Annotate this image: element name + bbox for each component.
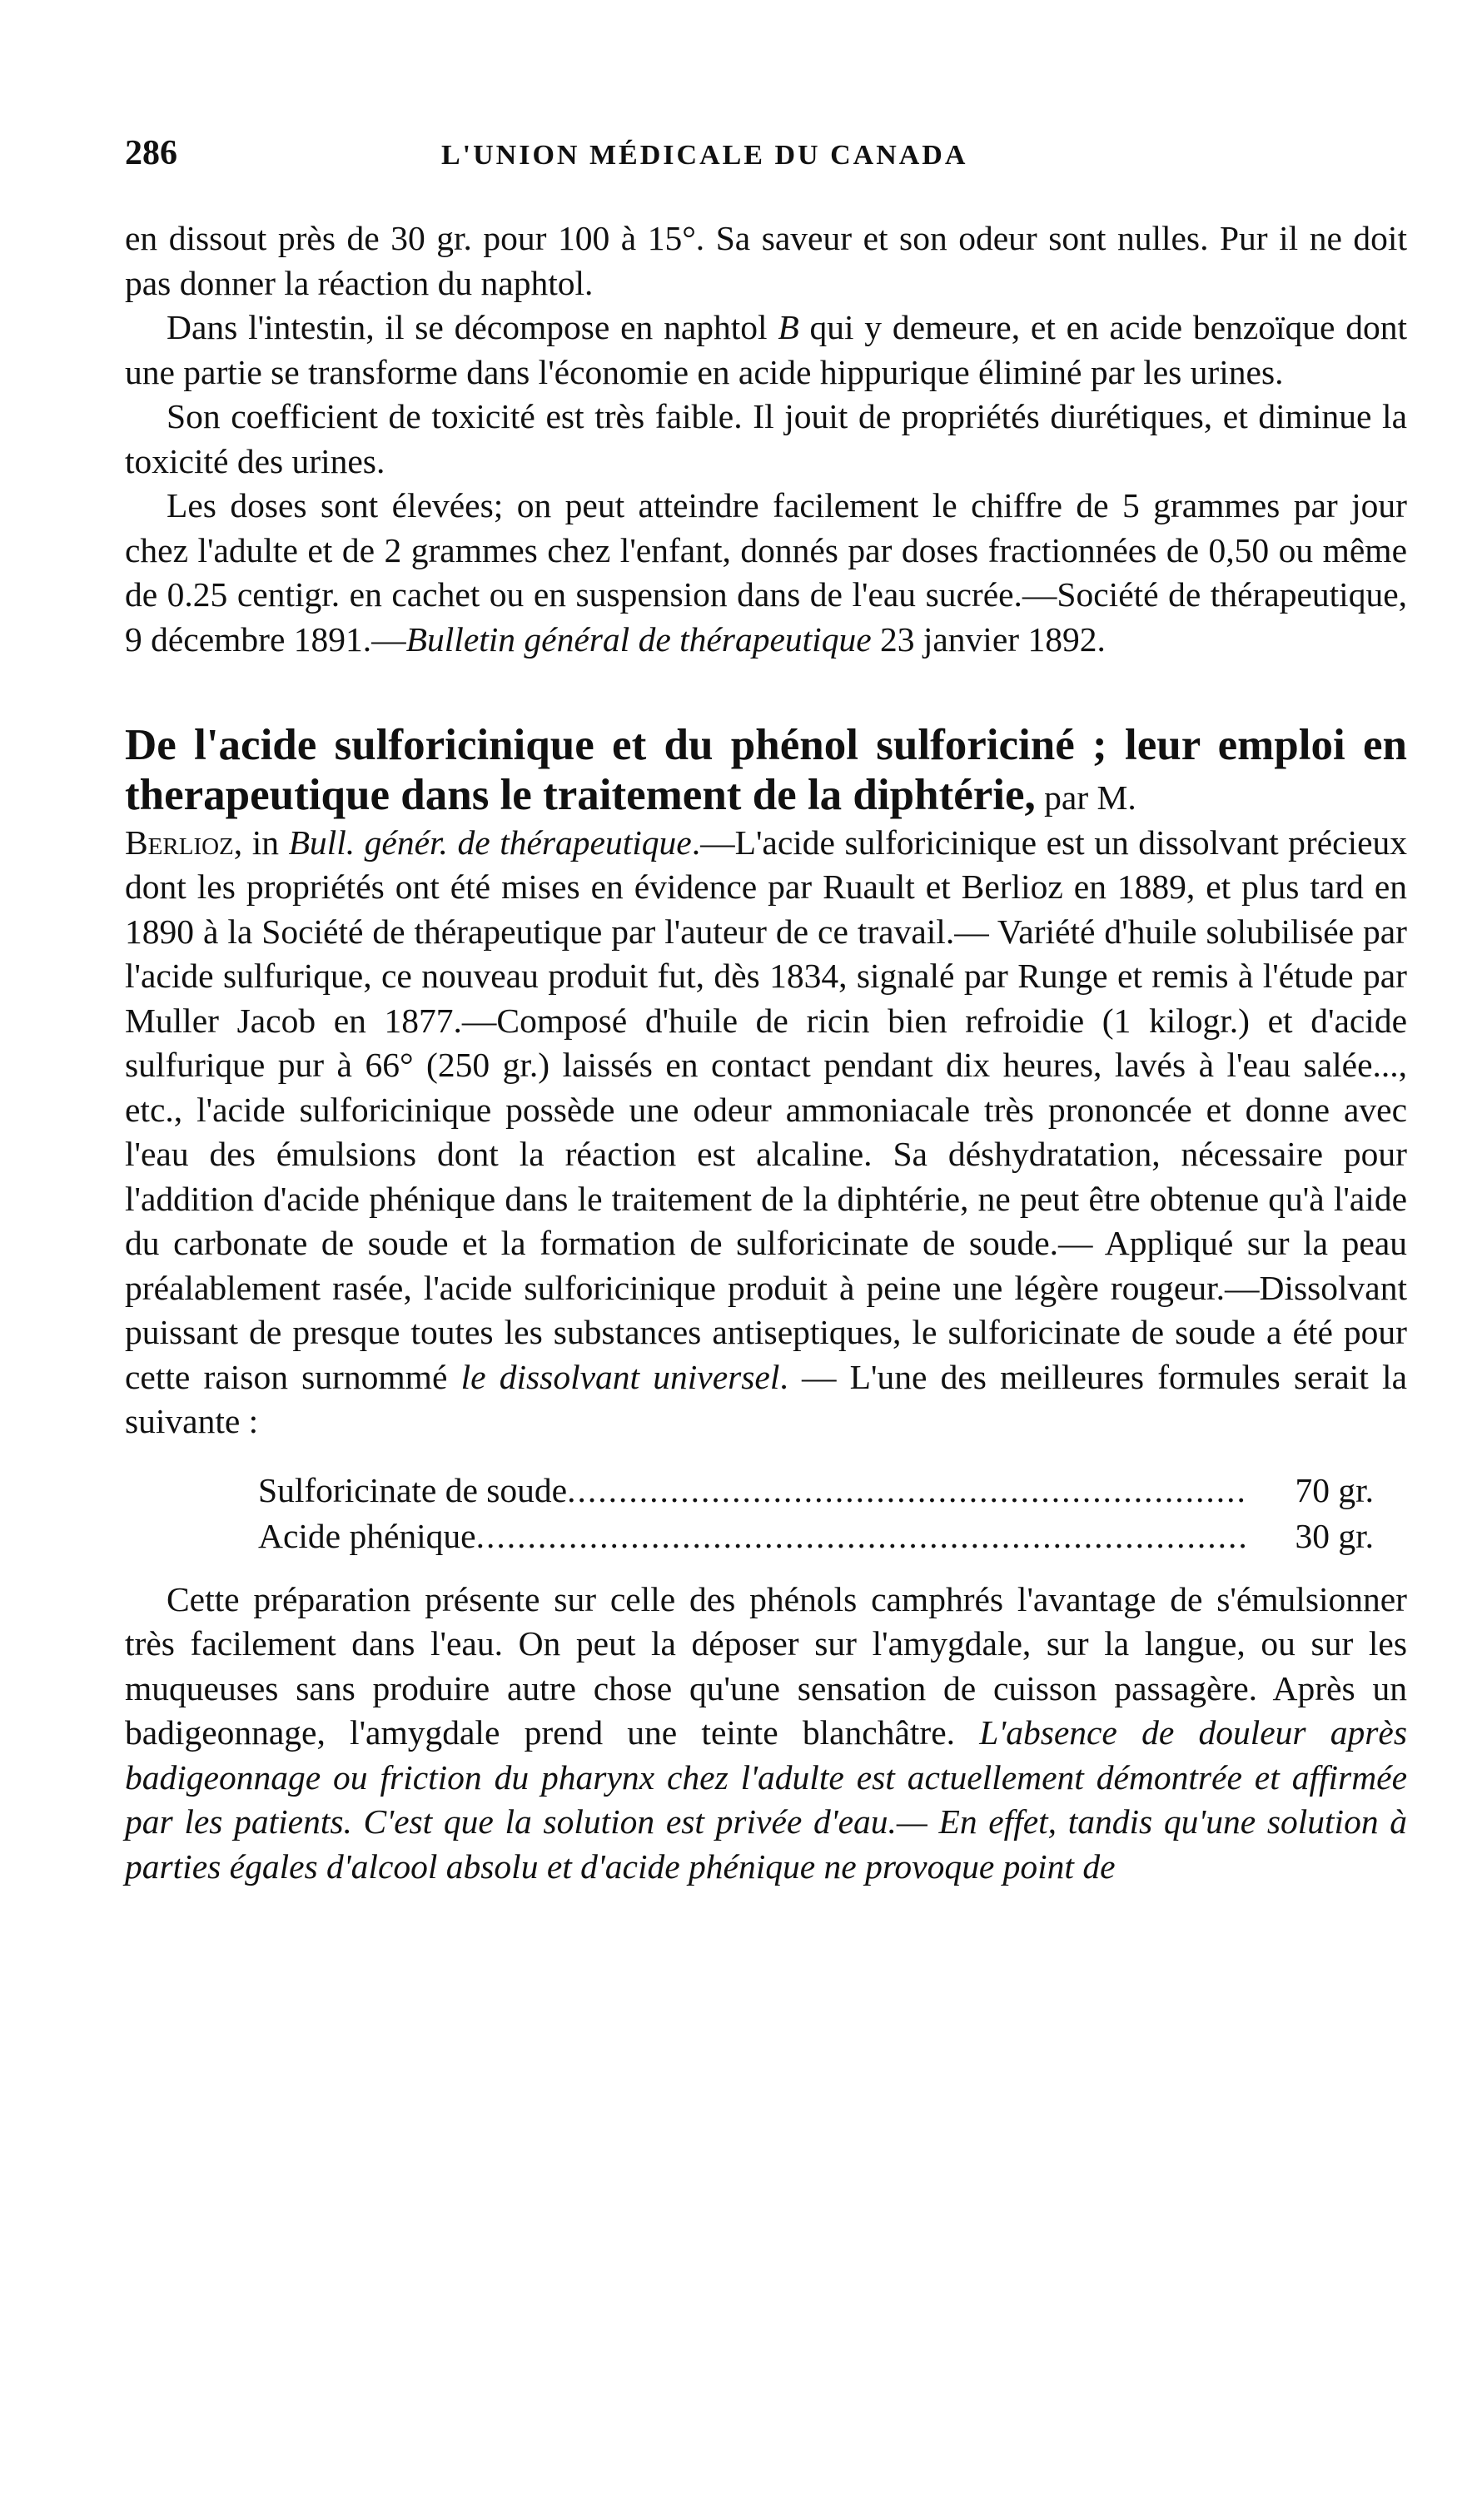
formula-ingredient: Sulforicinate de soude <box>258 1470 568 1509</box>
paragraph-6-italic: L'absence de douleur après badigeonnage ou friction du pharynx chez l'adulte est actuellement démontrée et affirmée par les patients. C'est que la solution est privée d'eau.— En effet, tandis qu'une solution à parties égales d'alcool absolu et d'acide phénique ne provoque point de <box>125 1713 1407 1886</box>
section-par: par M. <box>1035 778 1136 817</box>
page-body <box>125 133 1407 1889</box>
paragraph-4 <box>125 484 1407 662</box>
section-body-tail: . — L'une des meilleures formules serait la suivante : <box>125 1357 1407 1440</box>
source-citation: Bull. génér. de thérapeutique <box>288 823 692 862</box>
author-name: Berlioz <box>125 823 234 862</box>
journal-title: L'UNION MÉDICALE DU CANADA <box>441 140 968 171</box>
formula-row <box>258 1468 1374 1513</box>
leader-dots <box>567 1468 1249 1513</box>
bulletin-citation: Bulletin général de thérapeutique <box>405 619 872 659</box>
paragraph-1: en dissout près de 30 gr. pour 100 à 15°. Sa saveur et son odeur sont nulles. Pur il ne doit pas donner la réaction du naphtol. <box>125 219 1407 302</box>
leader-dots <box>476 1513 1249 1559</box>
section-body <box>125 821 1407 1444</box>
formula-table <box>258 1468 1374 1559</box>
naphtol-b-label: B <box>778 308 799 346</box>
page-number: 286 <box>125 134 177 172</box>
formula-ingredient: Acide phénique <box>258 1516 476 1555</box>
section-heading <box>125 720 1407 821</box>
formula-quantity: 70 gr. <box>1295 1470 1374 1509</box>
universal-solvent-term: le dissolvant universel <box>460 1357 780 1396</box>
running-head <box>125 133 1407 183</box>
paragraph-6 <box>125 1578 1407 1890</box>
paragraph-6-text-a: Cette préparation présente sur celle des phénols camphrés l'avantage de s'émulsionner très facilement dans l'eau. On peut la déposer sur l'amygdale, sur la langue, ou sur les muqueuses sans produire autre chose qu'une sensation de cuisson passagère. Après un badigeonnage, l'amygdale prend une teinte blanchâtre. <box>125 1579 1407 1752</box>
paragraph-2-text-c: qui y demeure, et en acide benzoïque dont une partie se transforme dans l'économie en acide hippurique éliminé par les urines. <box>125 308 1407 391</box>
section-in: , in <box>233 823 289 862</box>
section-body-intro: .—L'acide sulforicinique est un dissolvant précieux dont les propriétés ont été mises en évidence par Ruault et Berlioz en 1889, et plus tard en 1890 à la Société de thérapeutique par l'auteur de ce travail.— Variété d'huile solubilisée par l'acide sulfurique, ce nouveau produit fut, dès 1834, signalé par Runge et remis à l'étude par Muller Jacob en 1877.—Composé d'huile de ricin bien refroidie (1 kilogr.) et d'acide sulfurique pur à 66° (250 gr.) laissés en contact pendant dix heures, lavés à l'eau salée..., etc., l'acide sulforicinique possède une odeur ammoniacale très prononcée et donne avec l'eau des émulsions dont la réaction est alcaline. Sa déshydratation, nécessaire pour l'addition d'acide phénique dans le traitement de la diphtérie, ne peut être obtenue qu'à l'aide du carbonate de soude et la formation de sulforicinate de soude.— Appliqué sur la peau préalablement rasée, l'acide sulforicinique produit à peine une légère rougeur.—Dissolvant puissant de presque toutes les substances antiseptiques, le sulforicinate de soude a été pour cette raison surnommé <box>125 823 1408 1396</box>
paragraph-2-text-a: Dans l'intestin, il se décompose en naphtol <box>167 308 778 346</box>
formula-row <box>258 1513 1374 1559</box>
paragraph-4-text-a: Les doses sont élevées; on peut atteindre facilement le chiffre de 5 grammes par jour chez l'adulte et de 2 grammes chez l'enfant, donnés par doses fractionnées de 0,50 ou même de 0.25 centigr. en cachet ou en suspension dans de l'eau sucrée.—Société de thérapeutique, 9 décembre 1891.— <box>125 486 1407 659</box>
section-title: De l'acide sulforicinique et du phénol sulforiciné ; leur emploi en therapeutique dans le traitement de la diphtérie, <box>125 721 1407 819</box>
formula-quantity: 30 gr. <box>1295 1516 1374 1555</box>
paragraph-3: Son coefficient de toxicité est très faible. Il jouit de propriétés diurétiques, et diminue la toxicité des urines. <box>125 397 1407 480</box>
paragraph-4-text-c: 23 janvier 1892. <box>871 619 1106 659</box>
paragraph-2 <box>125 306 1407 395</box>
